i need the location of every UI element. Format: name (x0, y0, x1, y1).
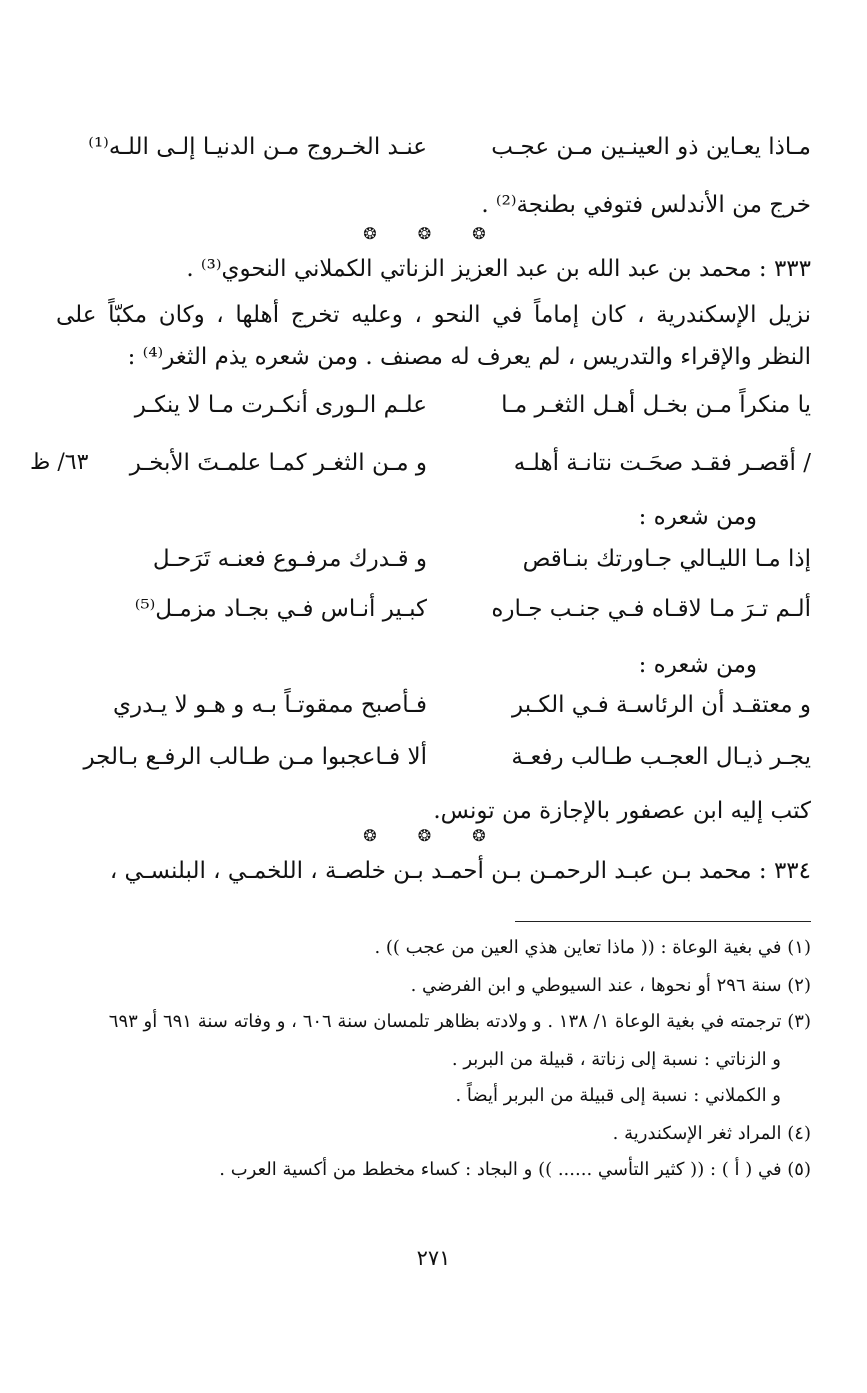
verse-6-hemistich-2: فـأصبح ممقوتـاً بـه و هـو لا يـدري (113, 692, 427, 718)
footnote-3-continuation-1: و الزناتي : نسبة إلى زناتة ، قبيلة من البربر . (451, 1049, 781, 1070)
verse-2-hemistich-2: علـم الـورى أنكـرت مـا لا ينكـر (134, 392, 427, 418)
verse-5-hemistich-2: كبـير أنـاس فـي بجـاد مزمـل⁽⁵⁾ (134, 596, 427, 622)
verse-4-hemistich-1: إذا مـا الليـالي جـاورتك بنـاقص (522, 546, 811, 572)
paragraph-death: خرج من الأندلس فتوفي بطنجة⁽²⁾ . (481, 192, 811, 218)
section-separator: ❂ ❂ ❂ (363, 826, 504, 845)
intro-poem-3: ومن شعره : (638, 652, 757, 678)
page-number: ٢٧١ (416, 1246, 451, 1270)
manuscript-folio-note: ٦٣/ ظ (30, 450, 89, 475)
section-separator: ❂ ❂ ❂ (363, 224, 504, 243)
verse-7-hemistich-2: ألا فـاعجبوا مـن طـالب الرفـع بـالجر (83, 744, 427, 770)
footnote-2: (٢) سنة ٢٩٦ أو نحوها ، عند السيوطي و ابن الفرضي . (410, 975, 811, 996)
verse-2-hemistich-1: يا منكراً مـن بخـل أهـل الثغـر مـا (501, 392, 811, 418)
paragraph-ijaza: كتب إليه ابن عصفور بالإجازة من تونس. (433, 798, 811, 824)
verse-7-hemistich-1: يجـر ذيـال العجـب طـالب رفعـة (511, 744, 811, 770)
footnote-5: (٥) في ( أ ) : (( كثير التأسي ...... )) و البجاد : كساء مخطط من أكسية العرب . (219, 1159, 811, 1180)
verse-3-hemistich-2: و مـن الثغـر كمـا علمـتَ الأبخـر (129, 450, 427, 476)
intro-poem-2: ومن شعره : (638, 504, 757, 530)
footnote-4: (٤) المراد ثغر الإسكندرية . (612, 1123, 811, 1144)
entry-333-heading: ٣٣٣ : محمد بن عبد الله بن عبد العزيز الزناتي الكملاني النحوي⁽³⁾ . (186, 256, 811, 282)
verse-5-hemistich-1: ألـم تـرَ مـا لاقـاه فـي جنـب جـاره (491, 596, 811, 622)
footnote-1: (١) في بغية الوعاة : (( ماذا تعاين هذي العين من عجب )) . (374, 937, 811, 958)
footnote-3-continuation-2: و الكملاني : نسبة إلى قبيلة من البربر أيضاً . (455, 1085, 781, 1106)
entry-334-heading: ٣٣٤ : محمد بـن عبـد الرحمـن بـن أحمـد بـن خلصـة ، اللخمـي ، البلنسـي ، (109, 858, 811, 884)
verse-3-hemistich-1: / أقصـر فقـد صحَـت نتانـة أهلـه (513, 450, 811, 476)
verse-6-hemistich-1: و معتقـد أن الرئاسـة فـي الكـبر (512, 692, 811, 718)
verse-1-hemistich-1: مـاذا يعـاين ذو العينـين مـن عجـب (491, 134, 811, 160)
verse-4-hemistich-2: و قـدرك مرفـوع فعنـه تَرَحـل (152, 546, 427, 572)
entry-333-line-2: النظر والإقراء والتدريس ، لم يعرف له مصنف . ومن شعره يذم الثغر⁽⁴⁾ : (127, 344, 811, 370)
entry-333-line-1: نزيل الإسكندرية ، كان إماماً في النحو ، وعليه تخرج أهلها ، وكان مكبّاً على (56, 302, 811, 328)
verse-1-hemistich-2: عنـد الخـروج مـن الدنيـا إلـى اللـه⁽¹⁾ (88, 134, 427, 160)
footnote-3: (٣) ترجمته في بغية الوعاة ١/ ١٣٨ . و ولادته بظاهر تلمسان سنة ٦٠٦ ، و وفاته سنة ٦٩١ أو ٦٩٣ (108, 1011, 811, 1032)
footnote-rule (515, 921, 811, 922)
